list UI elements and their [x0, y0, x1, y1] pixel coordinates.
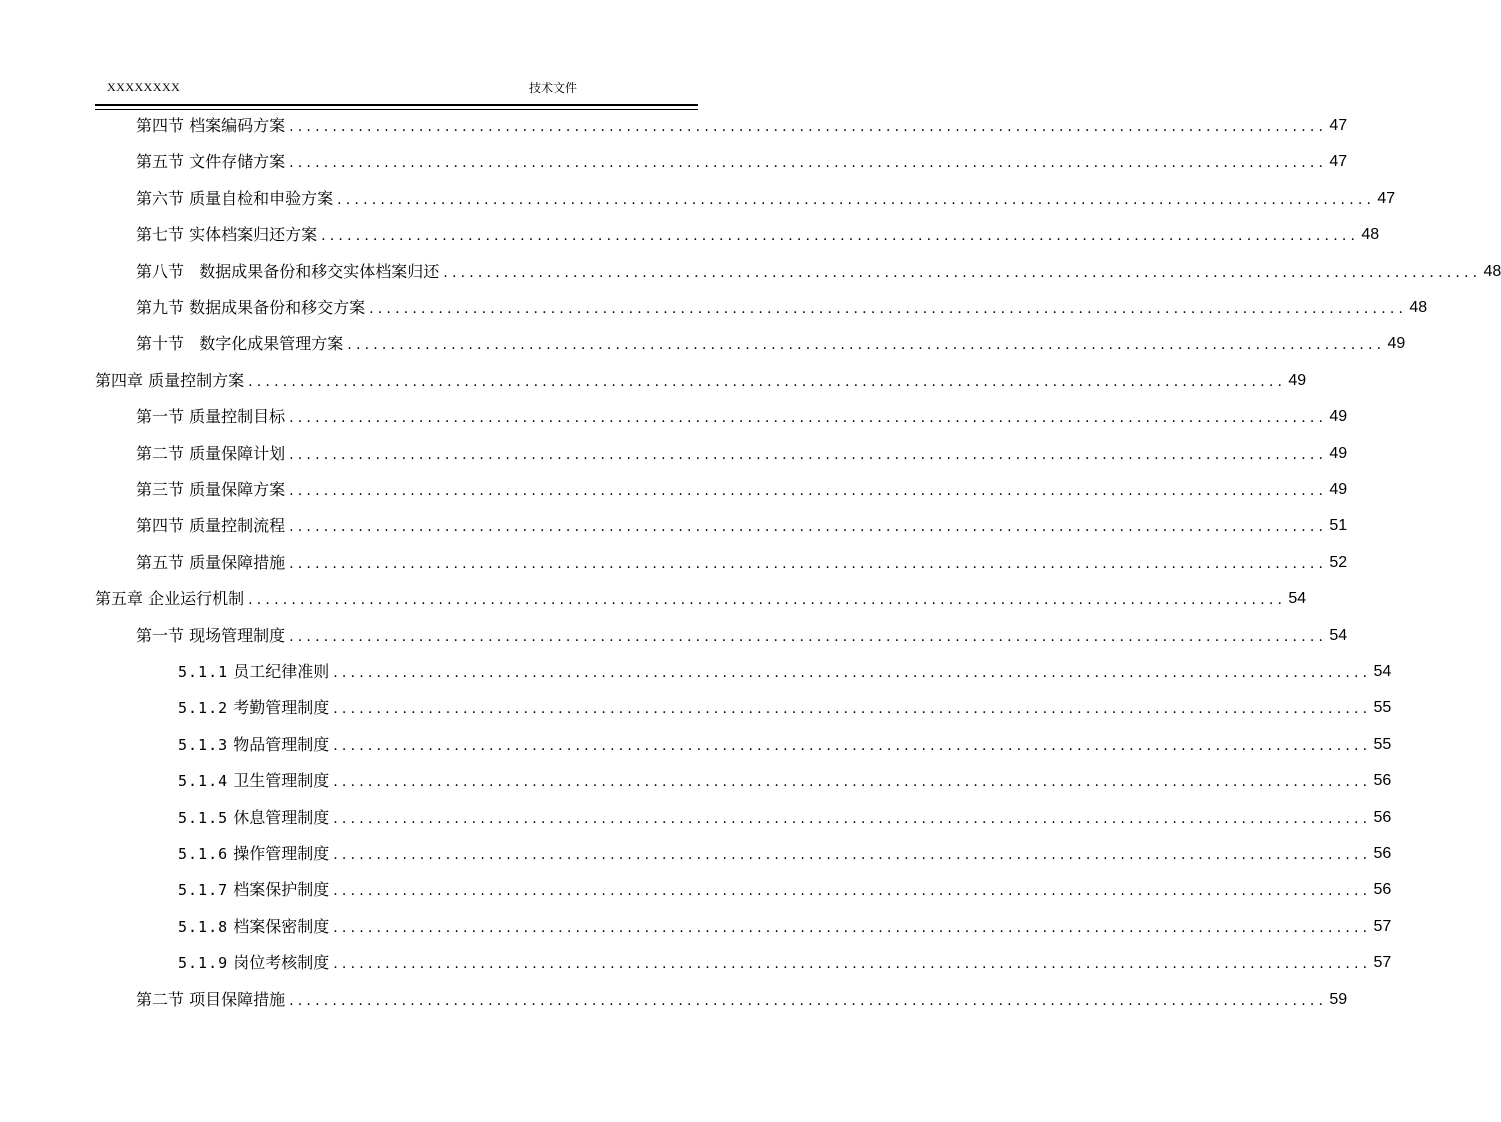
toc-entry-page-number: 56	[1373, 881, 1392, 898]
toc-entry[interactable]	[178, 769, 1392, 793]
toc-entry-page-number: 47	[1329, 153, 1348, 170]
toc-entry-number: 第五节	[136, 553, 185, 572]
toc-entry-label	[136, 114, 289, 138]
toc-entry[interactable]	[178, 660, 1392, 684]
toc-entry-title: 质量自检和申验方案	[189, 189, 334, 208]
toc-entry-number: 第四节	[136, 516, 185, 535]
toc-entry-title: 员工纪律准则	[233, 662, 330, 681]
toc-entry-number: 5.1.7	[178, 881, 229, 899]
toc-entry[interactable]	[136, 405, 1348, 429]
toc-entry[interactable]	[178, 806, 1392, 830]
toc-entry-label	[178, 915, 333, 939]
toc-leader-dots: ........................................................................................................................	[289, 155, 1328, 171]
toc-entry-number: 第十节	[136, 334, 185, 353]
header-document-type: 技术文件	[529, 81, 578, 95]
toc-entry-label	[95, 587, 248, 611]
header-rule-thin	[95, 109, 698, 110]
toc-entry-number: 第三节	[136, 480, 185, 499]
toc-leader-dots: ........................................................................................................................	[289, 410, 1328, 426]
header-document-code: XXXXXXXX	[107, 80, 181, 94]
toc-entry[interactable]	[136, 442, 1348, 466]
toc-entry-number: 第六节	[136, 189, 185, 208]
toc-leader-dots: ........................................................................................................................	[333, 920, 1372, 936]
toc-entry-page-number: 57	[1373, 954, 1392, 971]
toc-leader-dots: ........................................................................................................................	[289, 556, 1328, 572]
toc-entry-label	[136, 260, 443, 284]
toc-entry-page-number: 54	[1288, 590, 1307, 607]
toc-leader-dots: ........................................................................................................................	[443, 265, 1482, 281]
toc-entry-page-number: 54	[1373, 663, 1392, 680]
toc-entry-label	[178, 696, 333, 720]
toc-entry-label	[136, 624, 289, 648]
toc-entry-page-number: 49	[1329, 481, 1348, 498]
toc-entry[interactable]	[95, 369, 1307, 393]
toc-entry-number: 5.1.5	[178, 809, 229, 827]
toc-entry-number: 5.1.1	[178, 663, 229, 681]
toc-entry-number: 5.1.8	[178, 918, 229, 936]
toc-leader-dots: ........................................................................................................................	[333, 701, 1372, 717]
toc-leader-dots: ........................................................................................................................	[333, 774, 1372, 790]
toc-entry-number: 5.1.9	[178, 954, 229, 972]
toc-entry[interactable]	[136, 514, 1348, 538]
toc-entry-number: 5.1.6	[178, 845, 229, 863]
toc-leader-dots: ........................................................................................................................	[321, 228, 1360, 244]
toc-entry-title: 档案编码方案	[189, 116, 286, 135]
toc-entry-title: 现场管理制度	[189, 626, 286, 645]
toc-entry[interactable]	[136, 988, 1348, 1012]
toc-entry[interactable]	[136, 551, 1348, 575]
toc-entry-number: 5.1.3	[178, 736, 229, 754]
toc-entry-label	[136, 514, 289, 538]
toc-entry-title: 文件存储方案	[189, 152, 286, 171]
toc-leader-dots: ........................................................................................................................	[248, 374, 1287, 390]
toc-leader-dots: ........................................................................................................................	[369, 301, 1408, 317]
toc-leader-dots: ........................................................................................................................	[347, 337, 1386, 353]
toc-entry-title: 实体档案归还方案	[189, 225, 318, 244]
toc-entry-label	[178, 951, 333, 975]
toc-entry-title: 岗位考核制度	[233, 953, 330, 972]
toc-entry[interactable]	[178, 696, 1392, 720]
toc-entry-page-number: 51	[1329, 517, 1348, 534]
toc-leader-dots: ........................................................................................................................	[333, 847, 1372, 863]
toc-entry[interactable]	[136, 114, 1348, 138]
toc-leader-dots: ........................................................................................................................	[289, 993, 1328, 1009]
toc-entry-page-number: 56	[1373, 809, 1392, 826]
toc-entry-page-number: 59	[1329, 991, 1348, 1008]
toc-entry[interactable]	[136, 332, 1406, 356]
toc-entry-label	[178, 878, 333, 902]
toc-entry-label	[95, 369, 248, 393]
toc-entry-number: 第一节	[136, 407, 185, 426]
header-rule-thick	[95, 104, 698, 106]
toc-entry-page-number: 49	[1329, 445, 1348, 462]
toc-leader-dots: ........................................................................................................................	[333, 811, 1372, 827]
toc-entry-title: 质量保障措施	[189, 553, 286, 572]
toc-entry[interactable]	[178, 733, 1392, 757]
toc-entry-title: 质量控制流程	[189, 516, 286, 535]
toc-entry-title: 休息管理制度	[233, 808, 330, 827]
toc-entry[interactable]	[136, 223, 1380, 247]
toc-entry-number: 第二节	[136, 990, 185, 1009]
toc-entry-page-number: 49	[1288, 372, 1307, 389]
toc-entry-title: 数字化成果管理方案	[199, 334, 344, 353]
toc-leader-dots: ........................................................................................................................	[333, 738, 1372, 754]
toc-entry[interactable]	[95, 587, 1307, 611]
toc-entry-title: 项目保障措施	[189, 990, 286, 1009]
toc-entry-label	[178, 660, 333, 684]
toc-entry-title: 档案保密制度	[233, 917, 330, 936]
toc-entry-label	[178, 806, 333, 830]
toc-entry[interactable]	[136, 187, 1396, 211]
toc-leader-dots: ........................................................................................................................	[289, 483, 1328, 499]
toc-entry-label	[136, 478, 289, 502]
toc-entry-label	[136, 551, 289, 575]
toc-leader-dots: ........................................................................................................................	[289, 519, 1328, 535]
toc-entry-separator	[184, 332, 199, 356]
toc-entry-label	[136, 405, 289, 429]
toc-entry-page-number: 47	[1329, 117, 1348, 134]
toc-leader-dots: ........................................................................................................................	[289, 629, 1328, 645]
toc-entry-label	[136, 442, 289, 466]
toc-entry-title: 数据成果备份和移交方案	[189, 298, 366, 317]
toc-entry-label	[178, 733, 333, 757]
toc-entry-number: 第一节	[136, 626, 185, 645]
toc-entry-number: 第四节	[136, 116, 185, 135]
toc-entry-title: 卫生管理制度	[233, 771, 330, 790]
toc-entry-number: 5.1.2	[178, 699, 229, 717]
toc-entry-page-number: 56	[1373, 845, 1392, 862]
toc-entry-number: 第八节	[136, 262, 185, 281]
toc-entry-page-number: 48	[1361, 226, 1380, 243]
toc-entry-title: 数据成果备份和移交实体档案归还	[199, 262, 440, 281]
toc-entry-label	[178, 842, 333, 866]
toc-leader-dots: ........................................................................................................................	[289, 119, 1328, 135]
toc-entry[interactable]	[178, 915, 1392, 939]
toc-entry[interactable]	[136, 260, 1501, 284]
toc-entry-label	[136, 988, 289, 1012]
toc-entry-number: 第七节	[136, 225, 185, 244]
toc-entry-page-number: 48	[1409, 299, 1428, 316]
toc-entry-page-number: 57	[1373, 918, 1392, 935]
toc-entry-number: 第五章	[95, 589, 144, 608]
toc-leader-dots: ........................................................................................................................	[333, 956, 1372, 972]
toc-entry-page-number: 54	[1329, 627, 1348, 644]
toc-entry-page-number: 49	[1329, 408, 1348, 425]
page-header	[95, 78, 698, 98]
toc-entry[interactable]	[136, 150, 1348, 174]
toc-leader-dots: ........................................................................................................................	[337, 192, 1376, 208]
toc-entry-number: 第五节	[136, 152, 185, 171]
toc-leader-dots: ........................................................................................................................	[333, 883, 1372, 899]
toc-entry-page-number: 47	[1377, 190, 1396, 207]
toc-entry-page-number: 55	[1373, 736, 1392, 753]
toc-entry-number: 第九节	[136, 298, 185, 317]
toc-leader-dots: ........................................................................................................................	[333, 665, 1372, 681]
toc-entry-title: 企业运行机制	[148, 589, 245, 608]
toc-entry[interactable]	[178, 842, 1392, 866]
toc-entry-separator	[184, 260, 199, 284]
toc-entry-page-number: 52	[1329, 554, 1348, 571]
toc-entry-label	[136, 332, 347, 356]
toc-entry-number: 5.1.4	[178, 772, 229, 790]
toc-entry-page-number: 48	[1483, 263, 1501, 280]
toc-entry-page-number: 56	[1373, 772, 1392, 789]
toc-entry-label	[136, 296, 369, 320]
toc-entry-title: 质量控制目标	[189, 407, 286, 426]
toc-entry-title: 考勤管理制度	[233, 698, 330, 717]
toc-entry-title: 操作管理制度	[233, 844, 330, 863]
toc-leader-dots: ........................................................................................................................	[248, 592, 1287, 608]
toc-entry-page-number: 49	[1387, 335, 1406, 352]
toc-entry[interactable]	[178, 878, 1392, 902]
toc-entry-label	[136, 223, 321, 247]
toc-entry-label	[136, 150, 289, 174]
toc-entry-number: 第四章	[95, 371, 144, 390]
toc-leader-dots: ........................................................................................................................	[289, 447, 1328, 463]
toc-entry-label	[178, 769, 333, 793]
toc-entry-label	[136, 187, 337, 211]
toc-entry-title: 物品管理制度	[233, 735, 330, 754]
toc-entry-title: 质量保障方案	[189, 480, 286, 499]
toc-entry-page-number: 55	[1373, 699, 1392, 716]
toc-entry-title: 档案保护制度	[233, 880, 330, 899]
toc-entry[interactable]	[136, 478, 1348, 502]
toc-entry[interactable]	[178, 951, 1392, 975]
toc-entry-number: 第二节	[136, 444, 185, 463]
toc-entry-title: 质量控制方案	[148, 371, 245, 390]
toc-entry[interactable]	[136, 624, 1348, 648]
toc-entry[interactable]	[136, 296, 1428, 320]
toc-entry-title: 质量保障计划	[189, 444, 286, 463]
